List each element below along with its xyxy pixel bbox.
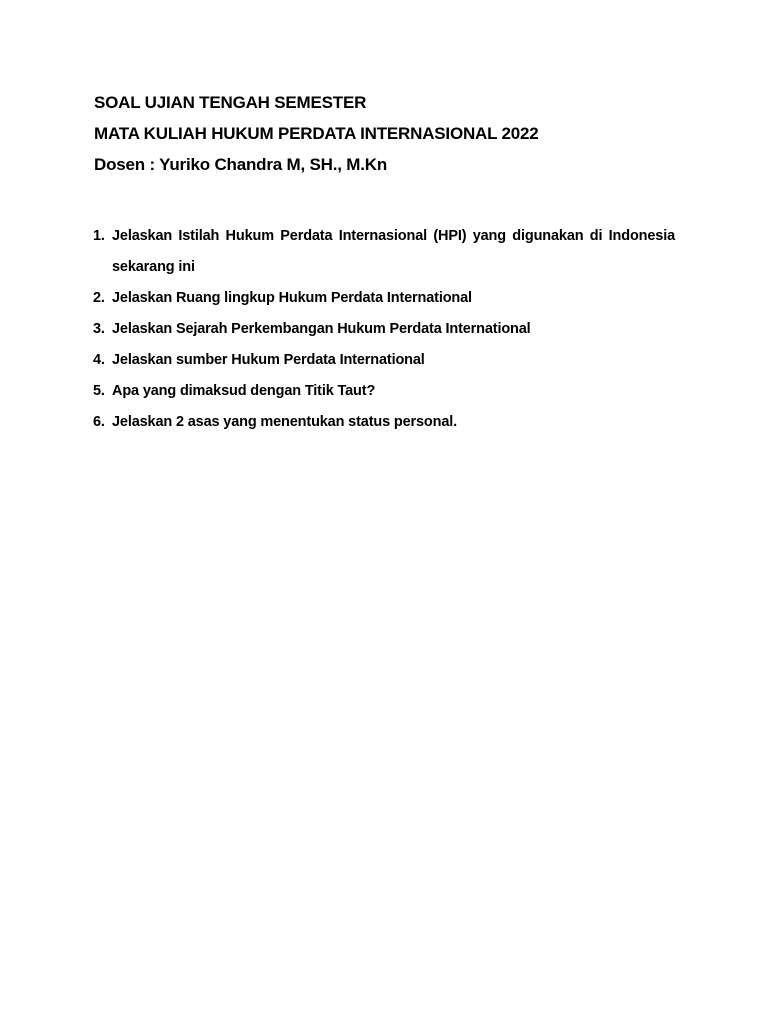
question-item	[93, 221, 675, 283]
question-text: Jelaskan Istilah Hukum Perdata Internasional (HPI) yang digunakan di Indonesia sekarang ini	[112, 228, 675, 275]
question-text: Jelaskan Ruang lingkup Hukum Perdata International	[112, 290, 472, 306]
question-text: Jelaskan Sejarah Perkembangan Hukum Perdata International	[112, 321, 531, 337]
question-item	[93, 283, 675, 314]
question-text: Jelaskan sumber Hukum Perdata International	[112, 352, 425, 368]
question-item	[93, 314, 675, 345]
course-title: MATA KULIAH HUKUM PERDATA INTERNASIONAL 2022	[94, 124, 539, 143]
question-number: 5.	[93, 383, 105, 399]
question-item	[93, 345, 675, 376]
question-text: Apa yang dimaksud dengan Titik Taut?	[112, 383, 376, 399]
question-number: 2.	[93, 290, 105, 306]
question-number: 4.	[93, 352, 105, 368]
question-number: 6.	[93, 414, 105, 430]
question-number: 3.	[93, 321, 105, 337]
document-header	[94, 87, 694, 180]
question-number: 1.	[93, 228, 105, 244]
lecturer-name: Dosen : Yuriko Chandra M, SH., M.Kn	[94, 155, 388, 174]
question-list	[93, 221, 675, 438]
question-text: Jelaskan 2 asas yang menentukan status personal.	[112, 414, 457, 430]
question-item	[93, 376, 675, 407]
question-item	[93, 407, 675, 438]
exam-title: SOAL UJIAN TENGAH SEMESTER	[94, 93, 367, 112]
